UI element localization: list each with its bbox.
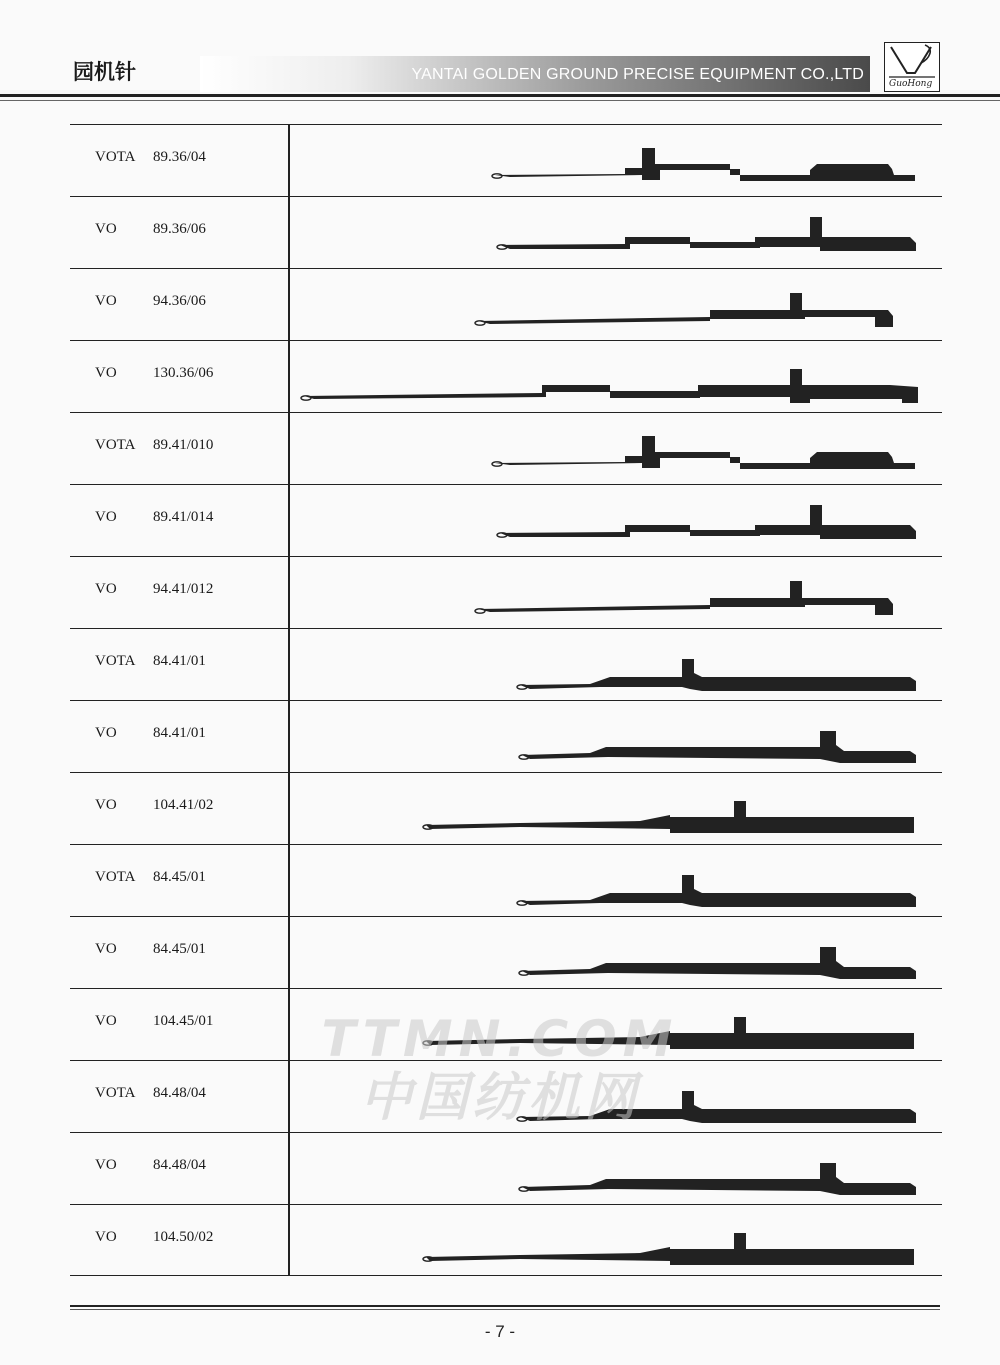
model-cell <box>70 1061 288 1133</box>
needle-row <box>70 484 942 556</box>
watermark <box>280 1010 720 1140</box>
needle-series: VO <box>95 797 117 813</box>
needle-series: VOTA <box>95 437 136 453</box>
needle-series: VO <box>95 581 117 597</box>
needle-row <box>70 340 942 412</box>
model-cell <box>70 917 288 989</box>
needle-row <box>70 700 942 772</box>
needle-diagram <box>290 629 940 701</box>
needle-code: 89.36/04 <box>153 149 206 165</box>
needle-row <box>70 1132 942 1204</box>
needle-code: 89.41/010 <box>153 437 214 453</box>
needle-series: VOTA <box>95 1085 136 1101</box>
model-cell <box>70 413 288 485</box>
model-cell <box>70 989 288 1061</box>
needle-diagram <box>290 125 940 197</box>
needle-row <box>70 196 942 268</box>
needle-code: 89.41/014 <box>153 509 214 525</box>
needle-code: 104.41/02 <box>153 797 214 813</box>
logo-mark-icon <box>885 43 939 79</box>
needle-code: 84.45/01 <box>153 869 206 885</box>
company-logo <box>884 42 940 92</box>
needle-series: VO <box>95 725 117 741</box>
footer-rule <box>70 1305 940 1307</box>
model-cell <box>70 701 288 773</box>
needle-series: VOTA <box>95 869 136 885</box>
needle-diagram <box>290 701 940 773</box>
needle-row <box>70 556 942 628</box>
model-cell <box>70 1205 288 1277</box>
needle-diagram <box>290 269 940 341</box>
model-cell <box>70 557 288 629</box>
needle-diagram <box>290 197 940 269</box>
logo-text: GuoHong <box>889 79 933 89</box>
needle-series: VOTA <box>95 653 136 669</box>
needle-row <box>70 412 942 484</box>
needle-diagram <box>290 1133 940 1205</box>
needle-series: VO <box>95 293 117 309</box>
page-number: - 7 - <box>484 1322 516 1341</box>
needle-code: 84.41/01 <box>153 653 206 669</box>
page-header <box>0 0 1000 100</box>
needle-code: 84.41/01 <box>153 725 206 741</box>
needle-code: 84.48/04 <box>153 1157 206 1173</box>
needle-row <box>70 772 942 844</box>
needle-diagram <box>290 485 940 557</box>
company-name: YANTAI GOLDEN GROUND PRECISE EQUIPMENT CO.,LTD <box>411 66 864 83</box>
needle-code: 94.36/06 <box>153 293 206 309</box>
needle-row <box>70 844 942 916</box>
footer-rule-thin <box>70 1309 940 1310</box>
needle-diagram <box>290 341 940 413</box>
needle-series: VO <box>95 1229 117 1245</box>
needle-series: VO <box>95 1013 117 1029</box>
needle-row <box>70 124 942 196</box>
model-cell <box>70 485 288 557</box>
needle-diagram <box>290 845 940 917</box>
needle-code: 89.36/06 <box>153 221 206 237</box>
catalog-title: 园机针 <box>73 60 136 84</box>
model-cell <box>70 197 288 269</box>
header-rule <box>0 94 1000 97</box>
model-cell <box>70 773 288 845</box>
model-cell <box>70 1133 288 1205</box>
needle-diagram <box>290 917 940 989</box>
needle-row <box>70 628 942 700</box>
needle-code: 94.41/012 <box>153 581 214 597</box>
needle-code: 104.50/02 <box>153 1229 214 1245</box>
needle-diagram <box>290 1205 940 1277</box>
needle-row <box>70 916 942 988</box>
needle-row <box>70 1204 942 1276</box>
model-cell <box>70 269 288 341</box>
needle-series: VO <box>95 221 117 237</box>
needle-code: 130.36/06 <box>153 365 214 381</box>
model-cell <box>70 125 288 197</box>
needle-series: VOTA <box>95 149 136 165</box>
needle-code: 84.45/01 <box>153 941 206 957</box>
needle-diagram <box>290 557 940 629</box>
model-cell <box>70 629 288 701</box>
needle-diagram <box>290 773 940 845</box>
needle-code: 84.48/04 <box>153 1085 206 1101</box>
needle-series: VO <box>95 941 117 957</box>
model-cell <box>70 341 288 413</box>
watermark-cn: 中国纺机网 <box>359 1068 640 1128</box>
watermark-site: TTMN.COM <box>321 1010 679 1068</box>
header-rule-thin <box>0 100 1000 101</box>
needle-series: VO <box>95 365 117 381</box>
model-cell <box>70 845 288 917</box>
needle-row <box>70 268 942 340</box>
needle-diagram <box>290 413 940 485</box>
needle-series: VO <box>95 1157 117 1173</box>
needle-code: 104.45/01 <box>153 1013 214 1029</box>
needle-series: VO <box>95 509 117 525</box>
